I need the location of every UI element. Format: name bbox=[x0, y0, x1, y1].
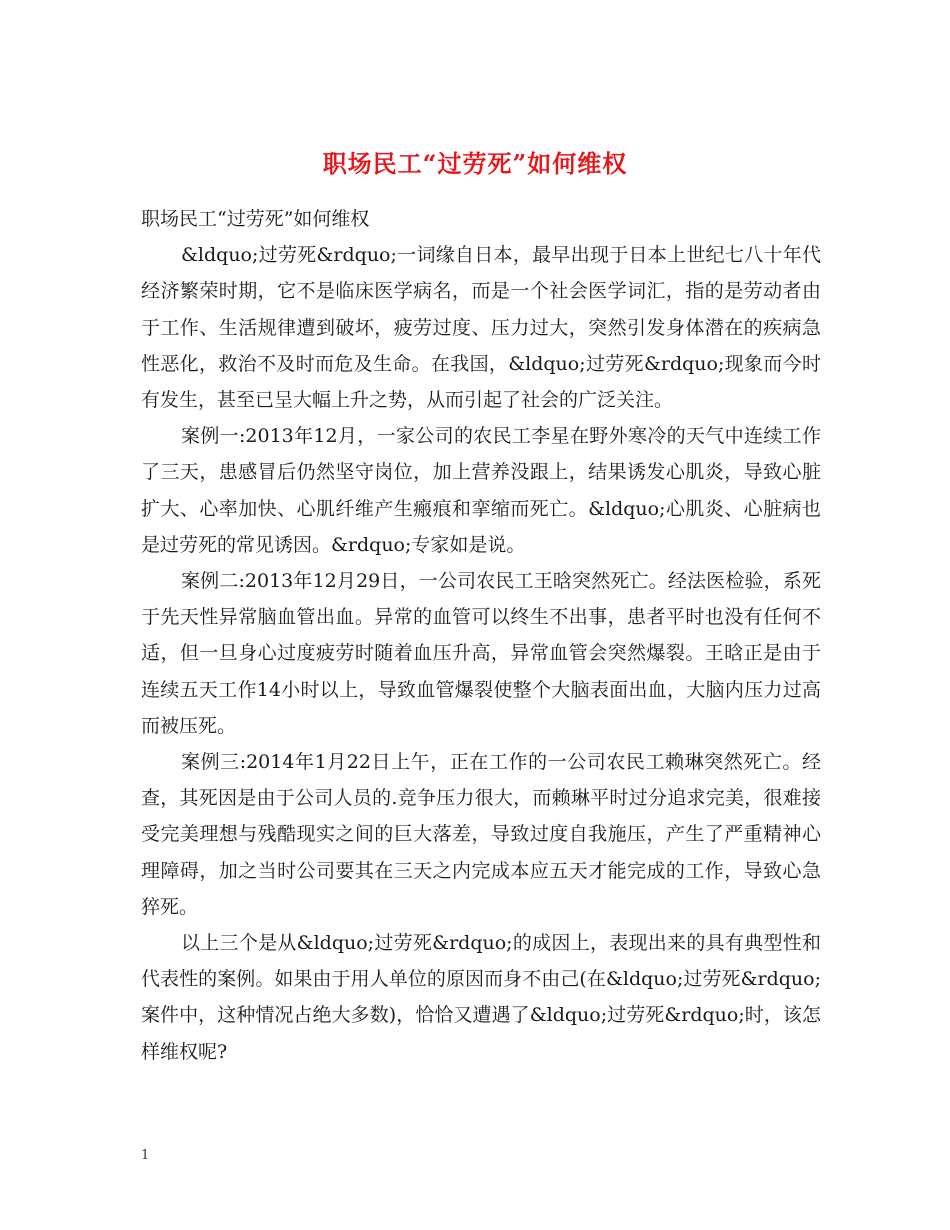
document-body bbox=[141, 201, 821, 1070]
document-title: 职场民工“过劳死”如何维权 bbox=[322, 149, 628, 179]
case-two-paragraph: 案例二:2013年12月29日，一公司农民工王晗突然死亡。经法医检验，系死于先天性异常脑血管出血。异常的血管可以终生不出事，患者平时也没有任何不适，但一旦身心过度疲劳时随着血压升高，异常血管会突然爆裂。王晗正是由于连续五天工作14小时以上，导致血管爆裂使整个大脑表面出血，大脑内压力过高而被压死。 bbox=[141, 570, 821, 737]
case-one-paragraph: 案例一:2013年12月，一家公司的农民工李星在野外寒冷的天气中连续工作了三天，患感冒后仍然坚守岗位，加上营养没跟上，结果诱发心肌炎，导致心脏扩大、心率加快、心肌纤维产生瘢痕和挛缩而死亡。&ldquo;心肌炎、心脏病也是过劳死的常见诱因。&rdquo;专家如是说。 bbox=[141, 425, 821, 556]
intro-paragraph: &ldquo;过劳死&rdquo;一词缘自日本，最早出现于日本上世纪七八十年代经济繁荣时期，它不是临床医学病名，而是一个社会医学词汇，指的是劳动者由于工作、生活规律遭到破坏，疲劳过度、压力过大，突然引发身体潜在的疾病急性恶化，救治不及时而危及生命。在我国，&ldquo;过劳死&rdquo;现象而今时有发生，甚至已呈大幅上升之势，从而引起了社会的广泛关注。 bbox=[141, 244, 821, 412]
subtitle-paragraph: 职场民工“过劳死”如何维权 bbox=[141, 208, 370, 230]
conclusion-paragraph: 以上三个是从&ldquo;过劳死&rdquo;的成因上，表现出来的具有典型性和代表性的案例。如果由于用人单位的原因而身不由己(在&ldquo;过劳死&rdquo;案件中，这种情况占绝大多数)，恰恰又遭遇了&ldquo;过劳死&rdquo;时，该怎样维权呢? bbox=[141, 932, 821, 1063]
case-three-paragraph: 案例三:2014年1月22日上午，正在工作的一公司农民工赖琳突然死亡。经查，其死因是由于公司人员的.竞争压力很大，而赖琳平时过分追求完美，很难接受完美理想与残酷现实之间的巨大落差，导致过度自我施压，产生了严重精神心理障碍，加之当时公司要其在三天之内完成本应五天才能完成的工作，导致心急猝死。 bbox=[141, 751, 821, 918]
page-number: 1 bbox=[141, 1148, 150, 1163]
